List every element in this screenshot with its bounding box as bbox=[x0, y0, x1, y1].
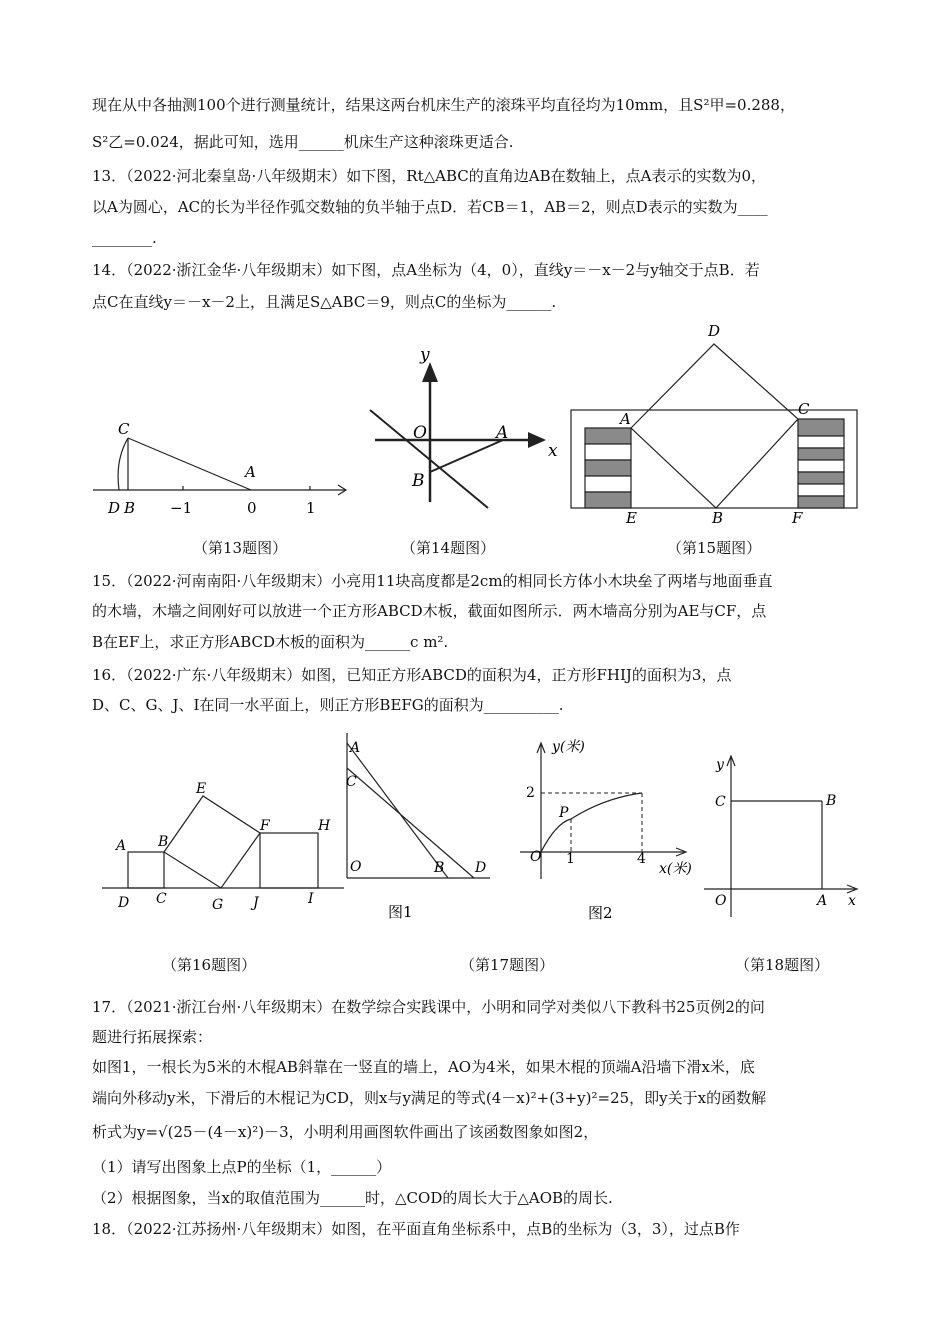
label-F: F bbox=[792, 509, 803, 527]
text-line: ________. bbox=[92, 229, 157, 247]
label-C: C bbox=[156, 891, 167, 907]
question-13: 13．（2022·河北秦皇岛·八年级期末）如下图，Rt△ABC的直角边AB在数轴上，点A表示的实数为0， bbox=[92, 167, 767, 185]
text-line: 端向外移动y米，下滑后的木棍记为CD，则x与y满足的等式(4－x)²+(3+y)²=25，即y关于x的函数解 bbox=[92, 1089, 767, 1107]
label-A: A bbox=[245, 463, 256, 481]
text-line: 析式为y=√(25－(4－x)²)－3，小明利用画图软件画出了该函数图象如图2， bbox=[92, 1123, 599, 1141]
text-line: 点C在直线y＝－x－2上，且满足S△ABC＝9，则点C的坐标为______. bbox=[92, 293, 557, 311]
tick-neg1: −1 bbox=[170, 499, 193, 517]
label-B: B bbox=[412, 471, 425, 491]
label-E: E bbox=[196, 781, 207, 797]
text-line: 以A为圆心，AC的长为半径作弧交数轴的负半轴于点D．若CB＝1，AB＝2，则点D表示的实数为____ bbox=[92, 198, 768, 216]
caption-fig17-2: 图2 bbox=[588, 904, 613, 922]
figure-18 bbox=[700, 752, 865, 920]
question-17: 17．（2021·浙江台州·八年级期末）在数学综合实践课中，小明和同学对类似八下教科书25页例2的问 bbox=[92, 998, 765, 1016]
label-O: O bbox=[530, 849, 542, 865]
figure-15 bbox=[568, 318, 860, 530]
axis-x-label: x bbox=[548, 441, 558, 461]
axis-x-label: x bbox=[848, 893, 856, 909]
question-15: 15．（2022·河南南阳·八年级期末）小亮用11块高度都是2cm的相同长方体小木块垒了两堵与地面垂直 bbox=[92, 572, 773, 590]
tick-2: 2 bbox=[526, 785, 535, 801]
label-J: J bbox=[253, 895, 259, 911]
caption-fig17-1: 图1 bbox=[388, 903, 413, 921]
label-B: B bbox=[712, 509, 724, 527]
label-E: E bbox=[626, 509, 637, 527]
label-B: B bbox=[158, 834, 169, 850]
figure-17-1 bbox=[340, 728, 500, 928]
tick-4: 4 bbox=[637, 851, 646, 867]
text-line: B在EF上，求正方形ABCD木板的面积为______c m². bbox=[92, 633, 449, 651]
label-O: O bbox=[350, 859, 362, 875]
text-line: 的木墙，木墙之间刚好可以放进一个正方形ABCD木板，截面如图所示．两木墙高分别为AE与CF，点 bbox=[92, 602, 767, 620]
label-A: A bbox=[350, 740, 361, 756]
sub-question-2: （2）根据图象，当x的取值范围为______时，△COD的周长大于△AOB的周长. bbox=[92, 1189, 613, 1207]
label-O: O bbox=[715, 893, 727, 909]
label-O: O bbox=[413, 423, 427, 443]
axis-y-label: y bbox=[420, 345, 430, 365]
label-D: D bbox=[118, 895, 130, 911]
question-16: 16．（2022·广东·八年级期末）如图，已知正方形ABCD的面积为4，正方形FHIJ的面积为3，点 bbox=[92, 666, 732, 684]
label-C: C bbox=[715, 794, 726, 810]
caption-fig16: （第16题图） bbox=[162, 956, 257, 974]
caption-fig18: （第18题图） bbox=[735, 956, 830, 974]
figure-16 bbox=[98, 775, 348, 915]
label-B: B bbox=[826, 793, 837, 809]
figure-17-2 bbox=[514, 733, 704, 928]
text-line: 题进行拓展探索： bbox=[92, 1028, 213, 1046]
label-D: D bbox=[475, 860, 487, 876]
text-line: D、C、G、J、I在同一水平面上，则正方形BEFG的面积为__________. bbox=[92, 696, 564, 714]
tick-0: 0 bbox=[247, 499, 257, 517]
label-G: G bbox=[212, 897, 224, 913]
question-18: 18．（2022·江苏扬州·八年级期末）如图，在平面直角坐标系中，点B的坐标为（3，3），过点B作 bbox=[92, 1220, 740, 1238]
label-A: A bbox=[496, 423, 509, 443]
label-C: C bbox=[346, 774, 357, 790]
question-14: 14．（2022·浙江金华·八年级期末）如下图，点A坐标为（4，0），直线y＝－x－2与y轴交于点B．若 bbox=[92, 261, 760, 279]
tick-1: 1 bbox=[566, 851, 575, 867]
axis-x-label: x(米) bbox=[659, 861, 692, 877]
label-H: H bbox=[318, 818, 331, 834]
axis-y-label: y bbox=[716, 757, 724, 773]
label-A: A bbox=[620, 410, 631, 428]
figure-13 bbox=[88, 410, 358, 520]
tick-1: 1 bbox=[306, 499, 316, 517]
caption-fig15: （第15题图） bbox=[667, 539, 762, 557]
caption-fig17: （第17题图） bbox=[460, 956, 555, 974]
text-line: 现在从中各抽测100个进行测量统计，结果这两台机床生产的滚珠平均直径均为10mm，且S²甲=0.288， bbox=[92, 96, 795, 114]
label-B: B bbox=[124, 499, 136, 517]
label-I: I bbox=[308, 891, 314, 907]
text-line: S²乙=0.024，据此可知，选用______机床生产这种滚珠更适合. bbox=[92, 133, 514, 151]
label-P: P bbox=[559, 805, 569, 821]
label-C: C bbox=[118, 420, 130, 438]
label-A: A bbox=[817, 893, 828, 909]
text-line: 如图1，一根长为5米的木棍AB斜靠在一竖直的墙上，AO为4米，如果木棍的顶端A沿墙下滑x米，底 bbox=[92, 1058, 755, 1076]
caption-fig13: （第13题图） bbox=[193, 539, 288, 557]
caption-fig14: （第14题图） bbox=[401, 539, 496, 557]
axis-y-label: y(米) bbox=[552, 739, 585, 755]
figure-14 bbox=[360, 340, 560, 520]
label-F: F bbox=[260, 818, 270, 834]
label-A: A bbox=[116, 838, 127, 854]
label-D: D bbox=[108, 499, 121, 517]
label-C: C bbox=[798, 400, 810, 418]
label-D: D bbox=[708, 322, 721, 340]
sub-question-1: （1）请写出图象上点P的坐标（1，______） bbox=[92, 1158, 392, 1176]
label-B: B bbox=[434, 860, 445, 876]
